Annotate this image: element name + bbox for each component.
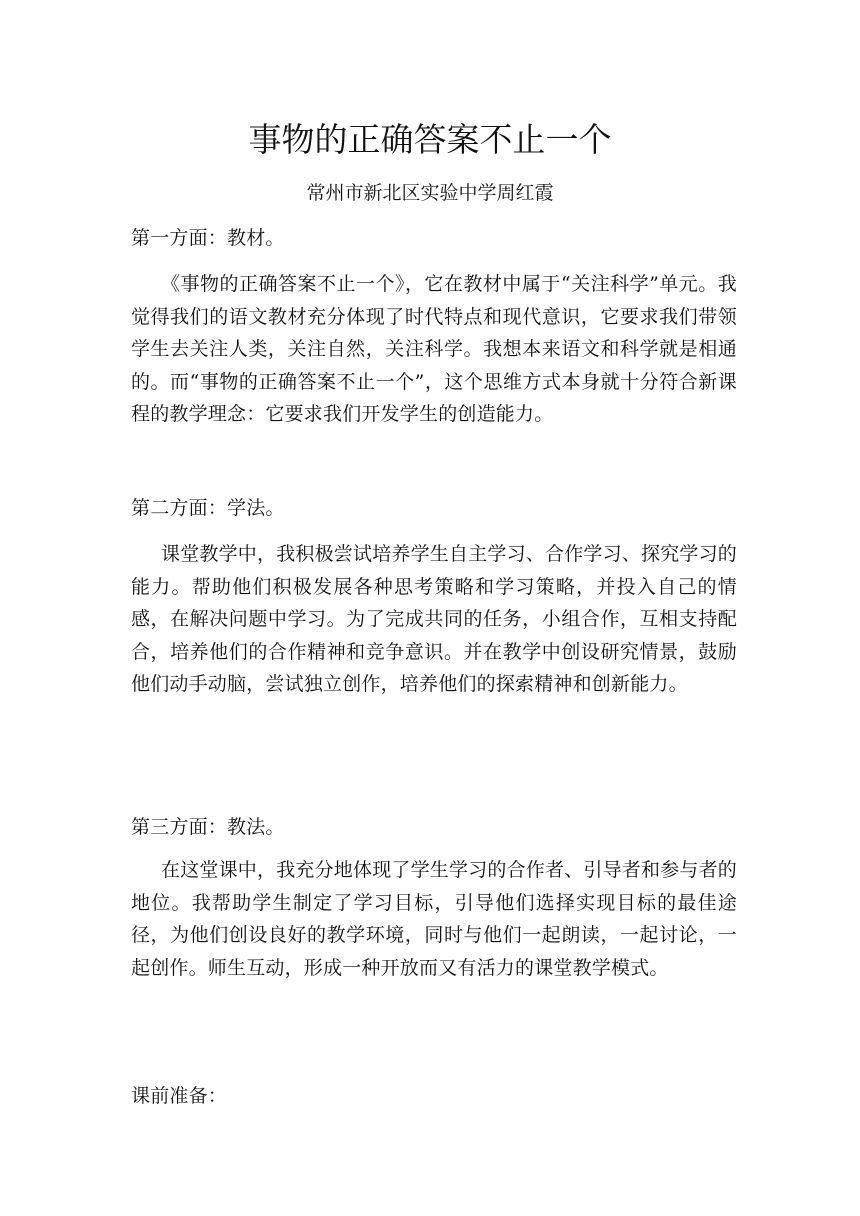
section-paragraph-study-method: 课堂教学中，我积极尝试培养学生自主学习、合作学习、探究学习的能力。帮助他们积极发展各种思考策略和学习策略，并投入自己的情感，在解决问题中学习。为了完成共同的任务，小组合作，互相支持配合，培养他们的合作精神和竞争意识。并在教学中创设研究情景，鼓励他们动手动脑，尝试独立创作，培养他们的探索精神和创新能力。 [131, 543, 738, 696]
document-title: 事物的正确答案不止一个 [248, 120, 612, 159]
section-paragraph-teaching-method: 在这堂课中，我充分地体现了学生学习的合作者、引导者和参与者的地位。我帮助学生制定了学习目标，引导他们选择实现目标的最佳途径，为他们创设良好的教学环境，同时与他们一起朗读，一起讨论，一起创作。师生互动，形成一种开放而又有活力的课堂教学模式。 [131, 859, 738, 979]
author-line: 常州市新北区实验中学周红霞 [306, 182, 554, 204]
section-heading-study-method: 第二方面：学法。 [131, 497, 285, 519]
section-paragraph-textbook: 《事物的正确答案不止一个》，它在教材中属于“关注科学”单元。我觉得我们的语文教材充分体现了时代特点和现代意识，它要求我们带领学生去关注人类，关注自然，关注科学。我想本来语文和科学就是相通的。而“事物的正确答案不止一个”，这个思维方式本身就十分符合新课程的教学理念：它要求我们开发学生的创造能力。 [131, 273, 737, 426]
section-heading-teaching-method: 第三方面：教法。 [131, 816, 285, 838]
class-preparation-label: 课前准备： [131, 1085, 228, 1107]
section-heading-textbook: 第一方面：教材。 [131, 227, 285, 249]
